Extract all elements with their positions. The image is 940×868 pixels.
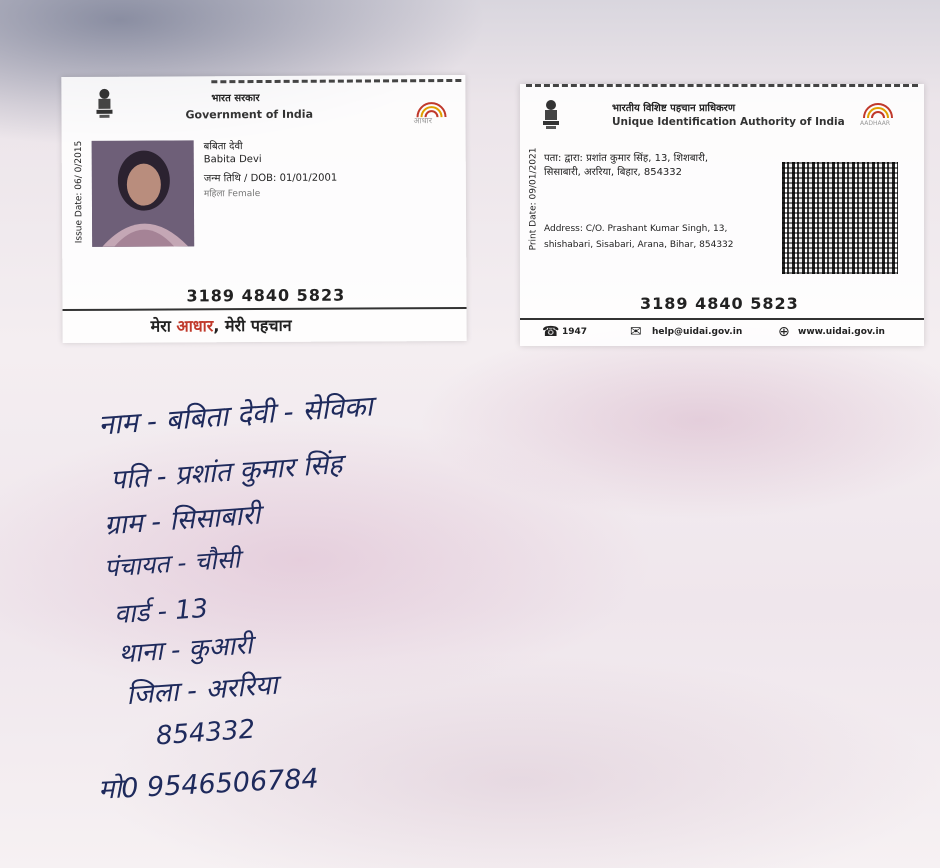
- address-hindi-line2: सिसाबारी, अररिया, बिहार, 854332: [544, 167, 683, 178]
- note-ward: वार्ड - 13: [113, 593, 210, 631]
- person-portrait-icon: [92, 140, 195, 247]
- tagline-part1: मेरा: [150, 316, 177, 336]
- print-date: Print Date: 09/01/2021: [528, 147, 539, 251]
- divider-line: [63, 307, 467, 311]
- note-mobile: मो0 9546506784: [97, 763, 320, 806]
- aadhaar-logo-text: AADHAAR: [860, 120, 891, 127]
- tagline: [151, 314, 292, 337]
- address-english-line1: Address: C/O. Prashant Kumar Singh, 13,: [544, 224, 728, 234]
- tagline-aadhaar: आधार: [176, 316, 214, 336]
- aadhaar-back-card: [520, 84, 924, 346]
- gender: महिला Female: [203, 189, 261, 200]
- note-police-station: थाना - कुआरी: [117, 630, 254, 670]
- help-email: help@uidai.gov.in: [652, 327, 743, 337]
- holder-photo: [92, 140, 195, 247]
- note-pincode: 854332: [155, 714, 257, 752]
- tagline-part2: , मेरी पहचान: [213, 315, 292, 336]
- website-url: www.uidai.gov.in: [798, 327, 885, 337]
- note-name: नाम - बबिता देवी - सेविका: [97, 389, 374, 442]
- note-village: ग्राम - सिसाबारी: [103, 499, 262, 542]
- card-top-border: [526, 84, 918, 87]
- email-icon: ✉: [630, 324, 642, 340]
- address-english-line2: shishabari, Sisabari, Arana, Bihar, 854332: [544, 240, 734, 250]
- aadhaar-number: 3189 4840 5823: [640, 294, 799, 313]
- address-hindi-line1: पता: द्वारा: प्रशांत कुमार सिंह, 13, शिशबारी,: [544, 153, 709, 164]
- org-hindi: भारतीय विशिष्ट पहचान प्राधिकरण: [612, 103, 736, 114]
- aadhaar-number: 3189 4840 5823: [186, 285, 346, 306]
- date-of-birth: जन्म तिथि / DOB: 01/01/2001: [203, 172, 338, 185]
- aadhaar-logo-text: आधार: [413, 116, 433, 126]
- name-hindi: बबिता देवी: [203, 141, 243, 153]
- globe-icon: ⊕: [778, 324, 790, 340]
- card-top-border: [211, 79, 461, 83]
- note-panchayat: पंचायत - चौसी: [103, 544, 241, 583]
- aadhaar-front-card: [61, 75, 466, 343]
- issue-date: Issue Date: 06/ 0/2015: [73, 140, 85, 244]
- helpline-number: 1947: [562, 327, 588, 337]
- name-english: Babita Devi: [203, 154, 262, 166]
- national-emblem-icon: [93, 87, 115, 119]
- org-english: Government of India: [185, 107, 314, 122]
- note-husband: पति - प्रशांत कुमार सिंह: [109, 448, 344, 497]
- national-emblem-icon: [540, 98, 562, 130]
- divider-line: [520, 318, 924, 320]
- phone-icon: ☎: [542, 324, 560, 340]
- org-hindi: भारत सरकार: [211, 93, 260, 105]
- qr-code: [782, 162, 898, 274]
- note-district: जिला - अररिया: [125, 669, 279, 712]
- org-english: Unique Identification Authority of India: [612, 116, 845, 128]
